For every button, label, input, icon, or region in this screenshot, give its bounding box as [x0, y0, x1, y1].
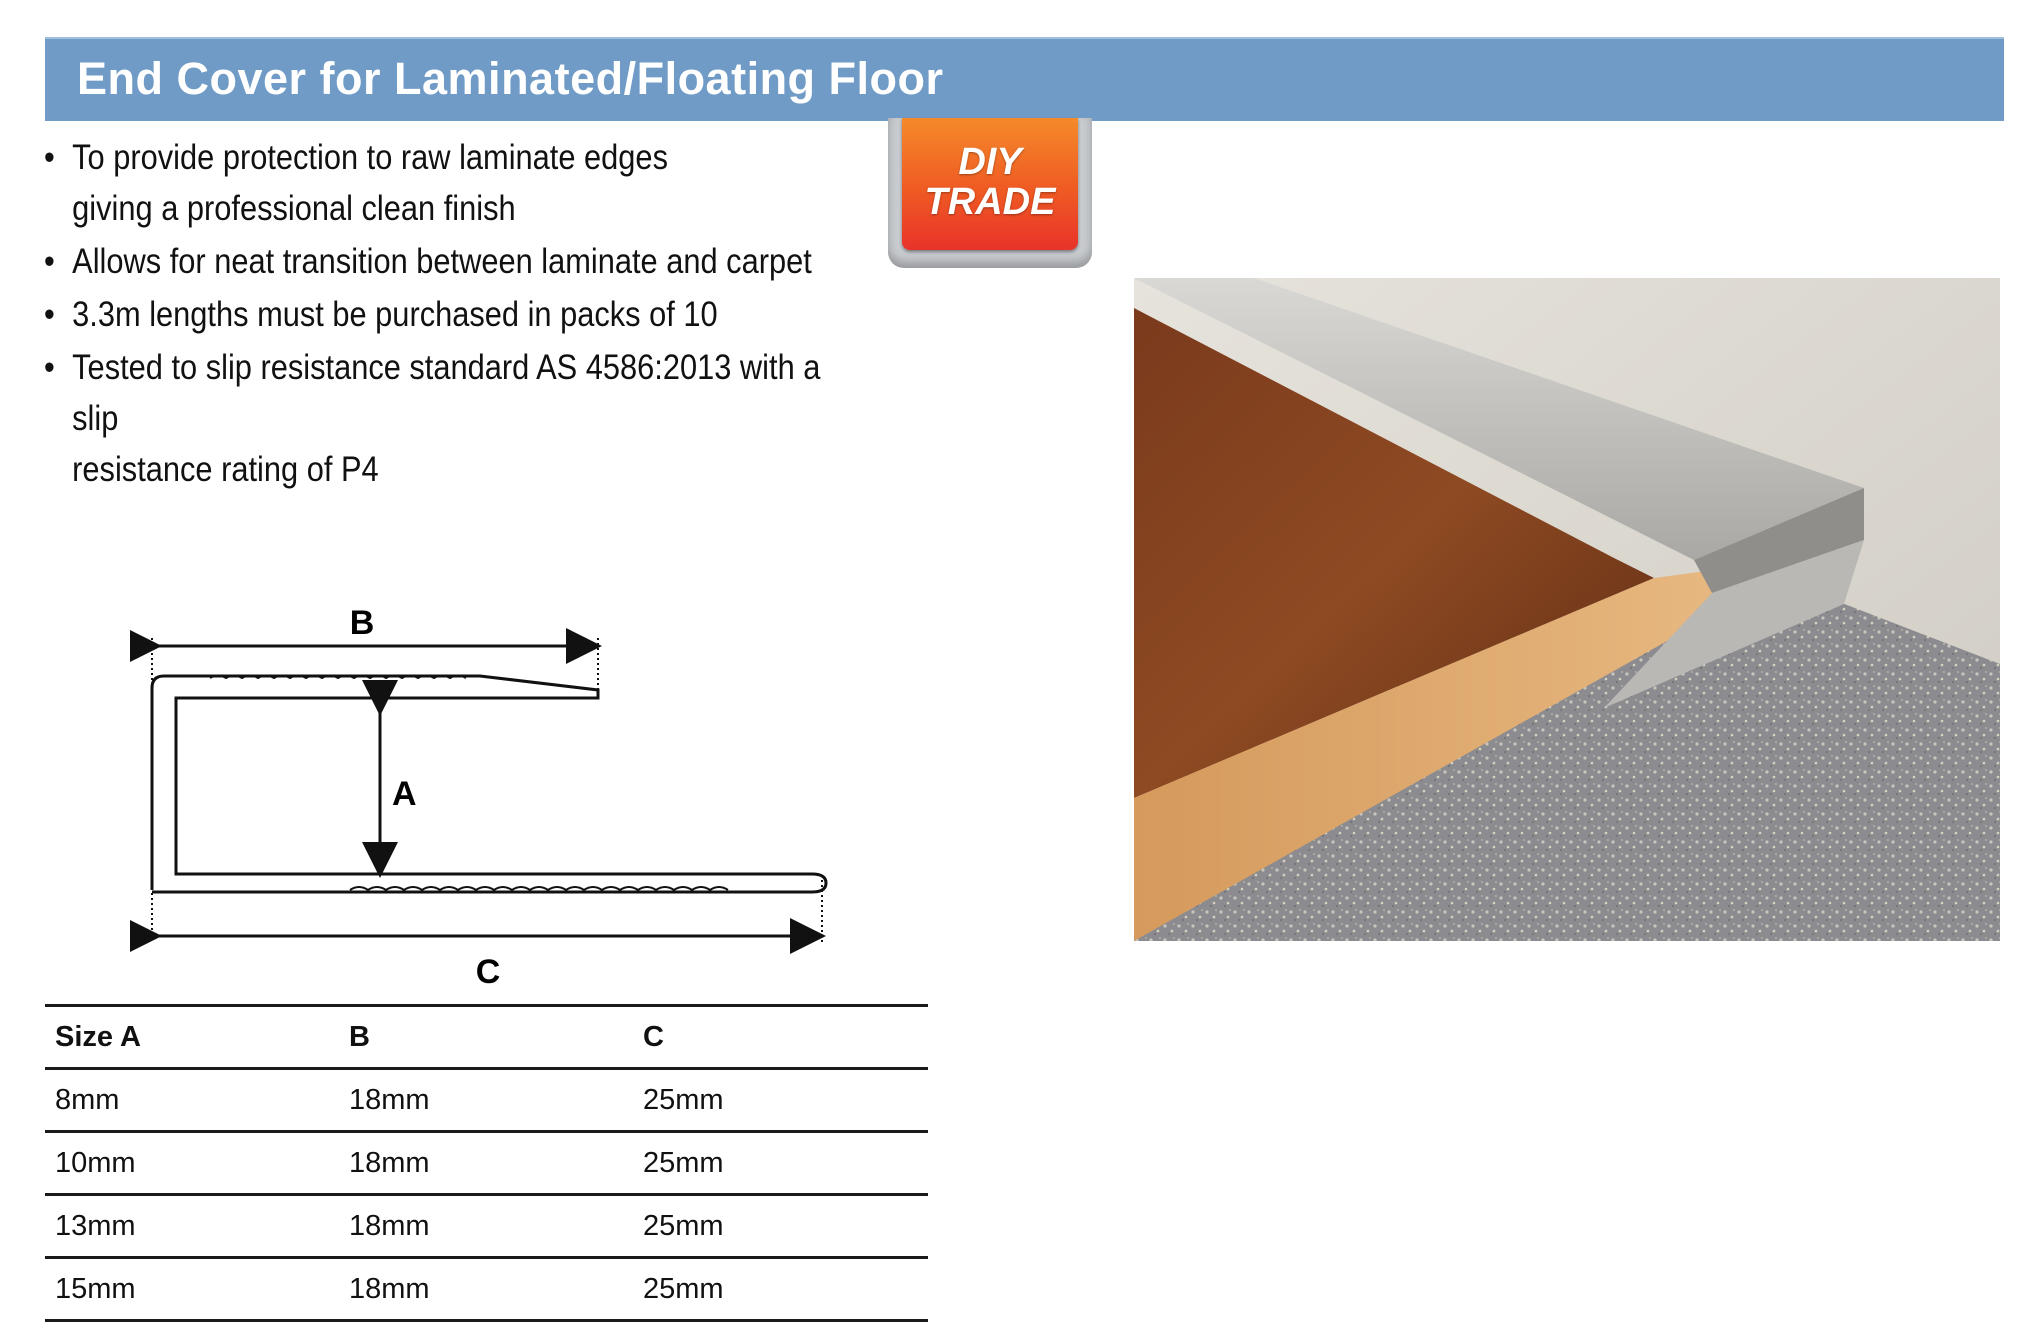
table-cell: 18mm — [339, 1195, 633, 1258]
column-header-b: B — [339, 1006, 633, 1069]
header-banner — [45, 37, 2004, 121]
table-cell: 25mm — [633, 1069, 928, 1132]
table-cell: 13mm — [45, 1195, 339, 1258]
bullet-dot-icon: • — [44, 295, 55, 334]
feature-list — [44, 132, 944, 497]
table-cell: 8mm — [45, 1069, 339, 1132]
bullet-dot-icon: • — [44, 138, 55, 177]
table-cell: 25mm — [633, 1258, 928, 1321]
bottom-serration — [350, 887, 728, 890]
dimension-c-label: C — [475, 953, 501, 991]
end-cover-profile-shape — [152, 676, 826, 892]
table-cell: 18mm — [339, 1069, 633, 1132]
bullet-dot-icon: • — [44, 348, 55, 387]
table-row — [45, 1258, 928, 1321]
table-cell: 15mm — [45, 1258, 339, 1321]
dimension-a-label: A — [392, 775, 417, 813]
badge-line-diy: DIY — [958, 141, 1022, 183]
table-row — [45, 1195, 928, 1258]
feature-text: Tested to slip resistance standard AS 4586:2013 with a slip resistance rating of P4 — [72, 348, 821, 489]
table-cell: 25mm — [633, 1132, 928, 1195]
table-cell: 18mm — [339, 1258, 633, 1321]
size-specification-table — [45, 1004, 928, 1322]
table-header-row — [45, 1006, 928, 1069]
column-header-size-a: Size A — [45, 1006, 339, 1069]
feature-text: Allows for neat transition between laminate and carpet — [72, 242, 812, 281]
table-row — [45, 1132, 928, 1195]
feature-text: To provide protection to raw laminate edges giving a professional clean finish — [72, 138, 668, 228]
dimension-b-label: B — [349, 604, 375, 642]
feature-text: 3.3m lengths must be purchased in packs of 10 — [72, 295, 718, 334]
table-cell: 18mm — [339, 1132, 633, 1195]
badge-line-trade: TRADE — [924, 181, 1056, 223]
feature-item — [44, 236, 836, 287]
feature-item — [44, 289, 836, 340]
page-title: End Cover for Laminated/Floating Floor — [77, 53, 944, 104]
bullet-dot-icon: • — [44, 242, 55, 281]
feature-item — [44, 342, 836, 495]
table-cell: 10mm — [45, 1132, 339, 1195]
installation-photo — [1134, 278, 2000, 941]
installation-illustration — [1134, 278, 2000, 941]
profile-dimension-diagram — [130, 598, 850, 998]
feature-item — [44, 132, 836, 234]
table-cell: 25mm — [633, 1195, 928, 1258]
table-row — [45, 1069, 928, 1132]
column-header-c: C — [633, 1006, 928, 1069]
